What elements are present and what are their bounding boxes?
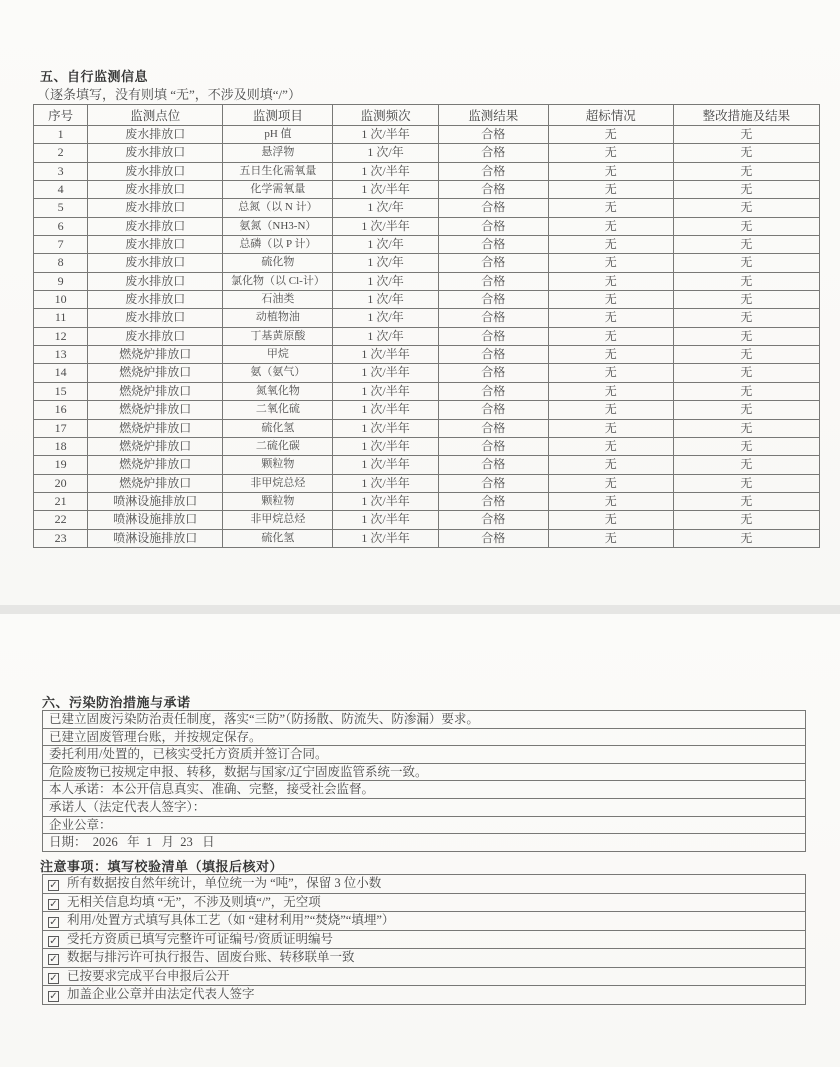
table-cell: 废水排放口	[88, 327, 223, 345]
table-cell: 无	[673, 181, 819, 199]
table-cell: pH 值	[223, 126, 333, 144]
table-cell: 11	[34, 309, 88, 327]
table-cell: 15	[34, 382, 88, 400]
table-cell: 合格	[438, 346, 548, 364]
table-row	[34, 492, 820, 510]
table-cell: 丁基黄原酸	[223, 327, 333, 345]
table-cell: 合格	[438, 456, 548, 474]
table-cell: 无	[548, 144, 673, 162]
table-cell: 喷淋设施排放口	[88, 492, 223, 510]
table-cell: 无	[548, 419, 673, 437]
column-header: 序号	[34, 105, 88, 126]
table-cell: 1 次/半年	[333, 217, 438, 235]
table-cell: 燃烧炉排放口	[88, 437, 223, 455]
table-cell: 氯化物（以 Cl-计）	[223, 272, 333, 290]
table-cell: 硫化氢	[223, 419, 333, 437]
table-cell: 无	[673, 419, 819, 437]
table-cell: 二氧化硫	[223, 401, 333, 419]
table-cell: 1 次/半年	[333, 346, 438, 364]
table-cell: 8	[34, 254, 88, 272]
checkbox-checked-icon: ✓	[49, 972, 58, 984]
table-row	[34, 162, 820, 180]
table-cell: 1 次/半年	[333, 126, 438, 144]
table-cell: 无	[673, 492, 819, 510]
table-cell: 无	[673, 291, 819, 309]
table-cell: 1 次/年	[333, 144, 438, 162]
table-cell: 总磷（以 P 计）	[223, 236, 333, 254]
table-cell: 燃烧炉排放口	[88, 382, 223, 400]
table-cell: 10	[34, 291, 88, 309]
checklist-cell	[43, 949, 806, 968]
table-cell: 3	[34, 162, 88, 180]
table-cell: 颗粒物	[223, 492, 333, 510]
table-cell: 无	[548, 364, 673, 382]
checkbox-checked-icon: ✓	[49, 880, 58, 891]
table-row	[34, 309, 820, 327]
table-cell: 硫化氢	[223, 529, 333, 547]
checkbox-checked-icon: ✓	[49, 917, 58, 928]
checklist-item-label: 无相关信息均填 “无”，不涉及则填“/”，无空项	[67, 894, 321, 909]
monitoring-table	[33, 104, 820, 548]
commitment-row	[43, 746, 806, 764]
table-cell: 无	[548, 162, 673, 180]
table-cell: 6	[34, 217, 88, 235]
table-cell: 无	[548, 529, 673, 547]
table-cell: 悬浮物	[223, 144, 333, 162]
commitment-row	[43, 711, 806, 729]
table-cell: 14	[34, 364, 88, 382]
table-cell: 无	[548, 236, 673, 254]
table-cell: 硫化物	[223, 254, 333, 272]
table-cell: 石油类	[223, 291, 333, 309]
table-cell: 无	[673, 382, 819, 400]
table-cell: 合格	[438, 474, 548, 492]
table-cell: 燃烧炉排放口	[88, 401, 223, 419]
table-cell: 无	[673, 511, 819, 529]
table-cell: 1 次/半年	[333, 492, 438, 510]
table-cell: 废水排放口	[88, 309, 223, 327]
table-cell: 无	[548, 401, 673, 419]
table-cell: 无	[673, 272, 819, 290]
table-cell: 合格	[438, 529, 548, 547]
table-cell: 废水排放口	[88, 254, 223, 272]
table-cell: 甲烷	[223, 346, 333, 364]
table-cell: 氨（氨气）	[223, 364, 333, 382]
table-cell: 18	[34, 437, 88, 455]
table-row	[34, 144, 820, 162]
table-cell: 无	[673, 346, 819, 364]
table-cell: 1 次/半年	[333, 181, 438, 199]
table-cell: 21	[34, 492, 88, 510]
table-cell: 合格	[438, 144, 548, 162]
table-cell: 无	[548, 456, 673, 474]
table-cell: 无	[673, 254, 819, 272]
table-cell: 非甲烷总烃	[223, 474, 333, 492]
table-row	[34, 327, 820, 345]
commitment-cell: 危险废物已按规定申报、转移，数据与国家/辽宁固废监管系统一致。	[43, 763, 806, 781]
table-cell: 22	[34, 511, 88, 529]
commitment-cell: 日期： 2026 年 1 月 23 日	[43, 834, 806, 852]
table-cell: 动植物油	[223, 309, 333, 327]
checklist-cell	[43, 930, 806, 949]
table-cell: 1 次/半年	[333, 529, 438, 547]
page-divider	[0, 605, 840, 614]
table-cell: 燃烧炉排放口	[88, 474, 223, 492]
table-cell: 无	[548, 217, 673, 235]
table-cell: 16	[34, 401, 88, 419]
table-cell: 1 次/半年	[333, 511, 438, 529]
table-row	[34, 254, 820, 272]
table-row	[34, 291, 820, 309]
table-cell: 无	[673, 144, 819, 162]
table-cell: 1 次/年	[333, 254, 438, 272]
table-cell: 废水排放口	[88, 217, 223, 235]
page-2	[0, 614, 840, 1067]
table-cell: 无	[673, 456, 819, 474]
table-cell: 13	[34, 346, 88, 364]
commitment-cell: 已建立固废污染防治责任制度，落实“三防”（防扬散、防流失、防渗漏）要求。	[43, 711, 806, 729]
table-cell: 无	[548, 474, 673, 492]
table-cell: 1 次/年	[333, 272, 438, 290]
table-cell: 颗粒物	[223, 456, 333, 474]
table-cell: 合格	[438, 309, 548, 327]
table-cell: 燃烧炉排放口	[88, 364, 223, 382]
table-cell: 合格	[438, 419, 548, 437]
table-cell: 无	[548, 492, 673, 510]
table-cell: 无	[548, 291, 673, 309]
checklist-row	[43, 949, 806, 968]
table-cell: 合格	[438, 364, 548, 382]
table-cell: 无	[673, 236, 819, 254]
commitment-row	[43, 763, 806, 781]
section6-title: 六、污染防治措施与承诺	[42, 695, 191, 710]
checkbox-checked-icon: ✓	[49, 935, 58, 947]
checklist-cell	[43, 986, 806, 1005]
table-cell: 合格	[438, 217, 548, 235]
table-cell: 7	[34, 236, 88, 254]
table-cell: 废水排放口	[88, 272, 223, 290]
commitment-cell: 承诺人（法定代表人签字）：	[43, 798, 806, 816]
table-cell: 无	[548, 346, 673, 364]
section5-subtitle: （逐条填写，没有则填 “无”，不涉及则填“/”）	[37, 87, 301, 102]
table-cell: 合格	[438, 254, 548, 272]
table-row	[34, 401, 820, 419]
table-cell: 无	[548, 309, 673, 327]
table-cell: 无	[673, 162, 819, 180]
checklist-item-label: 所有数据按自然年统计，单位统一为 “吨”，保留 3 位小数	[67, 876, 382, 890]
table-row	[34, 217, 820, 235]
column-header: 监测项目	[223, 105, 333, 126]
table-cell: 燃烧炉排放口	[88, 346, 223, 364]
table-cell: 非甲烷总烃	[223, 511, 333, 529]
table-cell: 无	[548, 126, 673, 144]
table-cell: 无	[548, 327, 673, 345]
table-cell: 无	[548, 181, 673, 199]
column-header: 监测频次	[333, 105, 438, 126]
commitment-row	[43, 728, 806, 746]
commitment-cell: 本人承诺：本公开信息真实、准确、完整，接受社会监督。	[43, 781, 806, 799]
table-cell: 燃烧炉排放口	[88, 456, 223, 474]
table-cell: 废水排放口	[88, 181, 223, 199]
table-row	[34, 199, 820, 217]
table-row	[34, 511, 820, 529]
commitment-cell: 企业公章：	[43, 816, 806, 834]
table-cell: 无	[673, 126, 819, 144]
checklist-row	[43, 986, 806, 1005]
checklist-row	[43, 912, 806, 931]
table-cell: 1 次/年	[333, 199, 438, 217]
table-cell: 1 次/半年	[333, 419, 438, 437]
checklist-table	[42, 874, 806, 1005]
table-cell: 1 次/半年	[333, 456, 438, 474]
table-row	[34, 126, 820, 144]
table-cell: 1 次/半年	[333, 364, 438, 382]
table-cell: 废水排放口	[88, 162, 223, 180]
table-row	[34, 456, 820, 474]
table-cell: 23	[34, 529, 88, 547]
table-cell: 合格	[438, 437, 548, 455]
table-cell: 1 次/年	[333, 291, 438, 309]
table-cell: 合格	[438, 511, 548, 529]
table-cell: 废水排放口	[88, 199, 223, 217]
table-cell: 燃烧炉排放口	[88, 419, 223, 437]
table-cell: 氨氮（NH3-N）	[223, 217, 333, 235]
table-cell: 1 次/半年	[333, 162, 438, 180]
checklist-row	[43, 930, 806, 949]
table-cell: 合格	[438, 327, 548, 345]
table-cell: 废水排放口	[88, 144, 223, 162]
checkbox-checked-icon: ✓	[49, 954, 58, 965]
table-cell: 合格	[438, 492, 548, 510]
table-cell: 1	[34, 126, 88, 144]
table-cell: 1 次/年	[333, 236, 438, 254]
checklist-cell	[43, 893, 806, 912]
table-cell: 化学需氧量	[223, 181, 333, 199]
section5-title: 五、自行监测信息	[40, 69, 149, 84]
commitment-row	[43, 798, 806, 816]
table-row	[34, 419, 820, 437]
column-header: 监测点位	[88, 105, 223, 126]
column-header: 整改措施及结果	[673, 105, 819, 126]
checklist-item-label: 受托方资质已填写完整许可证编号/资质证明编号	[67, 931, 333, 946]
table-cell: 五日生化需氧量	[223, 162, 333, 180]
table-cell: 1 次/年	[333, 309, 438, 327]
table-cell: 12	[34, 327, 88, 345]
checkbox-checked-icon: ✓	[49, 991, 58, 1002]
table-cell: 4	[34, 181, 88, 199]
table-cell: 无	[548, 254, 673, 272]
checklist-cell	[43, 875, 806, 894]
table-cell: 合格	[438, 199, 548, 217]
table-cell: 废水排放口	[88, 236, 223, 254]
table-cell: 无	[548, 437, 673, 455]
table-cell: 无	[673, 529, 819, 547]
table-cell: 17	[34, 419, 88, 437]
table-cell: 无	[673, 327, 819, 345]
table-cell: 合格	[438, 162, 548, 180]
checklist-cell	[43, 967, 806, 986]
table-cell: 无	[673, 401, 819, 419]
table-cell: 废水排放口	[88, 126, 223, 144]
commitment-row	[43, 816, 806, 834]
checklist-item-label: 利用/处置方式填写具体工艺（如 “建材利用”“焚烧”“填埋”）	[67, 913, 395, 927]
table-cell: 无	[673, 217, 819, 235]
table-cell: 喷淋设施排放口	[88, 529, 223, 547]
table-row	[34, 181, 820, 199]
table-row	[34, 346, 820, 364]
checklist-item-label: 已按要求完成平台申报后公开	[67, 968, 230, 983]
checklist-row	[43, 967, 806, 986]
table-row	[34, 437, 820, 455]
table-cell: 无	[548, 382, 673, 400]
table-cell: 喷淋设施排放口	[88, 511, 223, 529]
table-cell: 无	[548, 199, 673, 217]
column-header: 超标情况	[548, 105, 673, 126]
table-cell: 二硫化碳	[223, 437, 333, 455]
monitoring-table-header-row	[34, 105, 820, 126]
table-cell: 合格	[438, 181, 548, 199]
table-cell: 合格	[438, 291, 548, 309]
table-cell: 无	[673, 199, 819, 217]
checklist-title: 注意事项：填写校验清单（填报后核对）	[40, 859, 284, 874]
table-row	[34, 474, 820, 492]
column-header: 监测结果	[438, 105, 548, 126]
table-cell: 合格	[438, 382, 548, 400]
table-cell: 合格	[438, 236, 548, 254]
commitment-table	[42, 710, 806, 852]
table-row	[34, 382, 820, 400]
table-cell: 20	[34, 474, 88, 492]
table-cell: 5	[34, 199, 88, 217]
table-cell: 废水排放口	[88, 291, 223, 309]
table-row	[34, 529, 820, 547]
table-cell: 19	[34, 456, 88, 474]
table-cell: 1 次/半年	[333, 437, 438, 455]
table-cell: 1 次/半年	[333, 382, 438, 400]
table-row	[34, 272, 820, 290]
table-cell: 合格	[438, 272, 548, 290]
checklist-item-label: 数据与排污许可执行报告、固废台账、转移联单一致	[67, 950, 355, 964]
commitment-cell: 委托利用/处置的，已核实受托方资质并签订合同。	[43, 746, 806, 764]
table-cell: 9	[34, 272, 88, 290]
table-cell: 无	[673, 437, 819, 455]
table-cell: 1 次/年	[333, 327, 438, 345]
table-row	[34, 364, 820, 382]
table-cell: 无	[548, 511, 673, 529]
table-cell: 1 次/半年	[333, 401, 438, 419]
table-cell: 无	[673, 309, 819, 327]
table-row	[34, 236, 820, 254]
checkbox-checked-icon: ✓	[49, 898, 58, 910]
table-cell: 1 次/半年	[333, 474, 438, 492]
checklist-row	[43, 875, 806, 894]
commitment-row	[43, 781, 806, 799]
checklist-item-label: 加盖企业公章并由法定代表人签字	[67, 987, 255, 1001]
table-cell: 2	[34, 144, 88, 162]
table-cell: 氮氧化物	[223, 382, 333, 400]
checklist-cell	[43, 912, 806, 931]
commitment-row	[43, 834, 806, 852]
table-cell: 总氮（以 N 计）	[223, 199, 333, 217]
table-cell: 合格	[438, 126, 548, 144]
checklist-row	[43, 893, 806, 912]
table-cell: 无	[548, 272, 673, 290]
table-cell: 无	[673, 364, 819, 382]
commitment-cell: 已建立固废管理台账，并按规定保存。	[43, 728, 806, 746]
table-cell: 合格	[438, 401, 548, 419]
table-cell: 无	[673, 474, 819, 492]
